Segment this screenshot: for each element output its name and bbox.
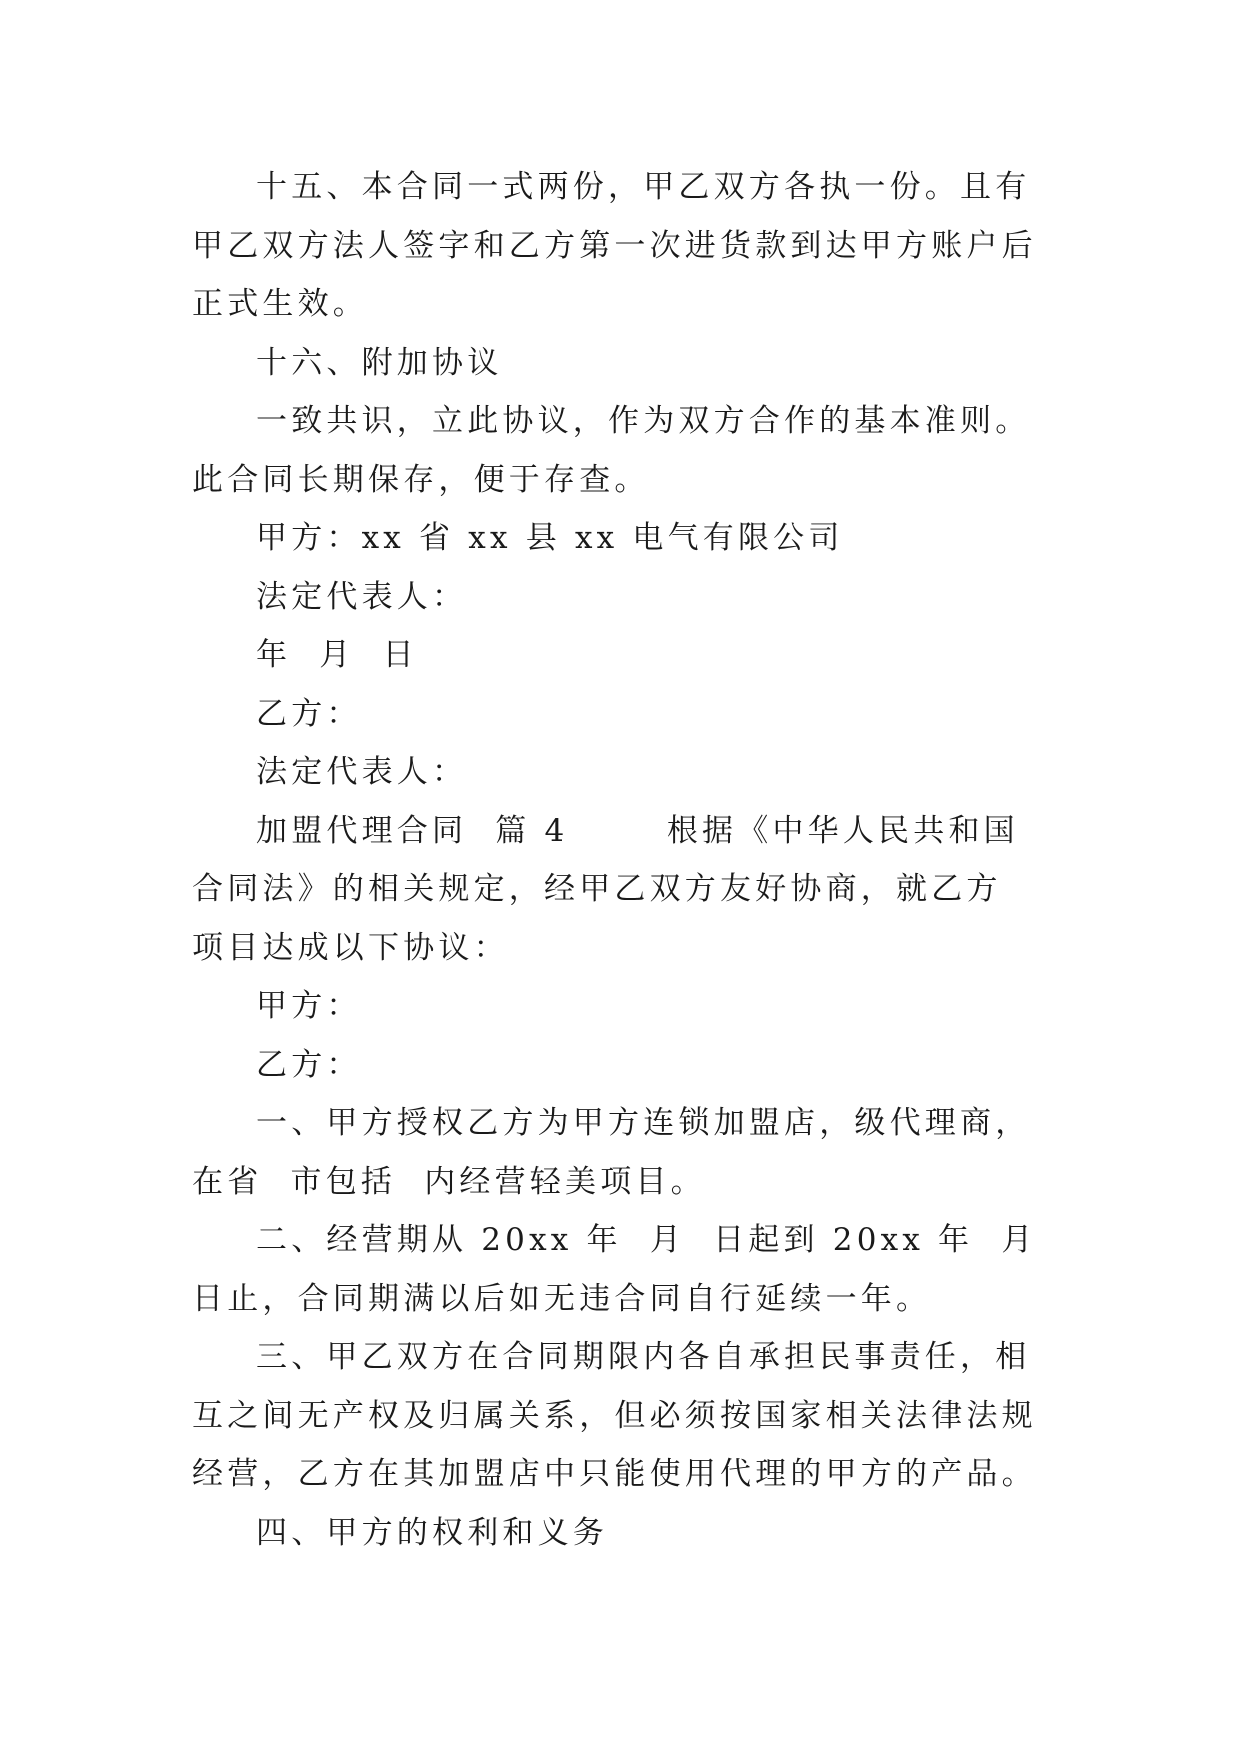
party-b-representative: 法定代表人： — [256, 754, 468, 790]
date-line: 年 月 日 — [256, 637, 418, 673]
contract-4-clause-1: 一、甲方授权乙方为甲方连锁加盟店，级代理商，在省 市包括 内经营轻美项目。 — [192, 1105, 1031, 1200]
document-body — [192, 158, 1065, 1562]
paragraph-consensus: 一致共识，立此协议，作为双方合作的基本准则。此合同长期保存，便于存查。 — [192, 403, 1031, 498]
party-a-representative: 法定代表人： — [256, 578, 468, 615]
contract-4-clause-3: 三、甲乙双方在合同期限内各自承担民事责任，相互之间无产权及归属关系，但必须按国家相关法律法规经营，乙方在其加盟店中只能使用代理的甲方的产品。 — [192, 1339, 1037, 1492]
paragraph-clause-16-heading: 十六、附加协议 — [256, 344, 503, 381]
contract-4-clause-2: 二、经营期从 20xx 年 月 日起到 20xx 年 月 日止，合同期满以后如无违合同自行延续一年。 — [192, 1222, 1065, 1317]
contract-4-party-a: 甲方： — [256, 988, 362, 1024]
contract-4-party-b: 乙方： — [256, 1046, 362, 1083]
party-b-line: 乙方： — [256, 695, 362, 732]
contract-4-intro: 加盟代理合同 篇 4 根据《中华人民共和国合同法》的相关规定，经甲乙双方友好协商，就乙方 项目达成以下协议： — [192, 812, 1030, 966]
party-a-line: 甲方：xx 省 xx 县 xx 电气有限公司 — [256, 520, 844, 556]
contract-4-clause-4-heading: 四、甲方的权利和义务 — [256, 1514, 608, 1551]
paragraph-clause-15: 十五、本合同一式两份，甲乙双方各执一份。且有甲乙双方法人签字和乙方第一次进货款到达甲方账户后正式生效。 — [192, 169, 1037, 322]
